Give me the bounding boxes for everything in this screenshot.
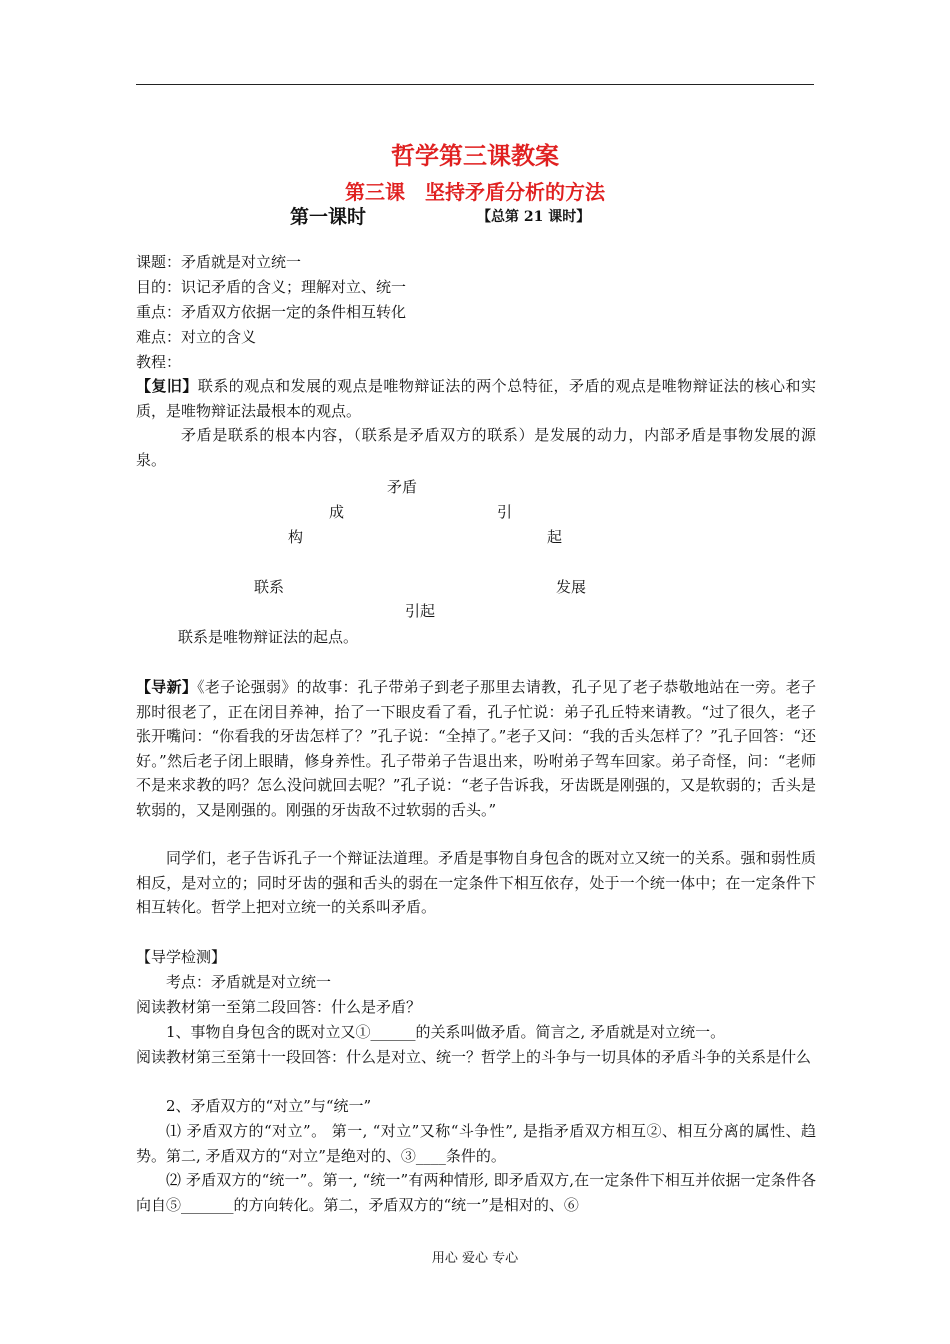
diagram-right-upper: 引 <box>497 503 513 521</box>
conclusion-text: 联系是唯物辩证法的起点。 <box>178 628 359 646</box>
page-title: 哲学第三课教案 <box>391 142 559 170</box>
review-paragraph <box>136 374 816 423</box>
intro-story <box>136 675 816 822</box>
review-tag: 【复旧】 <box>136 377 198 395</box>
diagram-left-upper: 成 <box>329 503 345 521</box>
check-answer-2-2: ⑵ 矛盾双方的“统一”。第一, “统一”有两种情形, 即矛盾双方,在一定条件下相互并依据一定条件各向自⑤_______的方向转化。第二，矛盾双方的“统一”是相对的、⑥ <box>136 1171 816 1214</box>
check-answer-1: 1、事物自身包含的既对立又①______的关系叫做矛盾。简言之, 矛盾就是对立统一。 <box>166 1023 726 1041</box>
lesson-label: 第一课时 <box>290 206 367 228</box>
check-answer-2: 2、矛盾双方的“对立”与“统一” <box>166 1097 372 1115</box>
diagram-right: 发展 <box>556 578 587 596</box>
total-lesson-label: 【总第 21 课时】 <box>477 209 591 225</box>
info-goal: 目的：识记矛盾的含义；理解对立、统一 <box>136 278 407 296</box>
review-paragraph-2: 矛盾是联系的根本内容，（联系是矛盾双方的联系）是发展的动力，内部矛盾是事物发展的源泉。 <box>136 426 816 469</box>
page-subtitle: 第三课 坚持矛盾分析的方法 <box>345 180 605 204</box>
header-rule <box>136 84 814 85</box>
check-question-1: 阅读教材第一至第二段回答：什么是矛盾？ <box>136 998 422 1016</box>
intro-story-text: 《老子论强弱》的故事：孔子带弟子到老子那里去请教，孔子见了老子恭敬地站在一旁。老子那时很老了，正在闭目养神，抬了一下眼皮看了看，孔子忙说：弟子孔丘特来请教。“过了很久，老子张开嘴问：“你看我的牙齿怎样了？”孔子说：“全掉了。”老子又问：“我的舌头怎样了？”孔子回答：“还好。”然后老子闭上眼睛，修身养性。孔子带弟子告退出来，吩咐弟子驾车回家。弟子奇怪，问：“老师不是来求教的吗？怎么没问就回去呢？”孔子说：“老子告诉我，牙齿既是刚强的，又是软弱的；舌头是软弱的，又是刚强的。刚强的牙齿敌不过软弱的舌头。” <box>136 678 816 819</box>
info-topic: 课题：矛盾就是对立统一 <box>136 253 302 271</box>
check-tag: 【导学检测】 <box>136 948 227 966</box>
check-answer-2-1: ⑴ 矛盾双方的“对立”。 第一, “对立”又称“斗争性”, 是指矛盾双方相互②、相互分离的属性、趋势。第二, 矛盾双方的“对立”是绝对的、③____条件的。 <box>136 1122 816 1165</box>
check-point: 考点：矛盾就是对立统一 <box>166 973 332 991</box>
review-text: 联系的观点和发展的观点是唯物辩证法的两个总特征，矛盾的观点是唯物辩证法的核心和实质，是唯物辩证法最根本的观点。 <box>136 377 816 420</box>
info-key-point: 重点：矛盾双方依据一定的条件相互转化 <box>136 303 407 321</box>
intro-explain: 同学们，老子告诉孔子一个辩证法道理。矛盾是事物自身包含的既对立又统一的关系。强和弱性质相反，是对立的；同时牙齿的强和舌头的弱在一定条件下相互依存，处于一个统一体中；在一定条件下相互转化。哲学上把对立统一的关系叫矛盾。 <box>136 849 816 916</box>
page-footer: 用心 爱心 专心 <box>431 1251 519 1266</box>
info-difficulty: 难点：对立的含义 <box>136 328 257 346</box>
info-procedure: 教程： <box>136 353 182 371</box>
intro-tag: 【导新】 <box>136 678 198 696</box>
diagram-left-lower: 构 <box>288 528 304 546</box>
check-question-2: 阅读教材第三至第十一段回答：什么是对立、统一？哲学上的斗争与一切具体的矛盾斗争的关系是什么 <box>136 1048 812 1066</box>
diagram-left: 联系 <box>254 578 285 596</box>
diagram-bottom: 引起 <box>405 602 436 620</box>
diagram-right-lower: 起 <box>547 528 563 546</box>
diagram-top: 矛盾 <box>387 478 418 496</box>
